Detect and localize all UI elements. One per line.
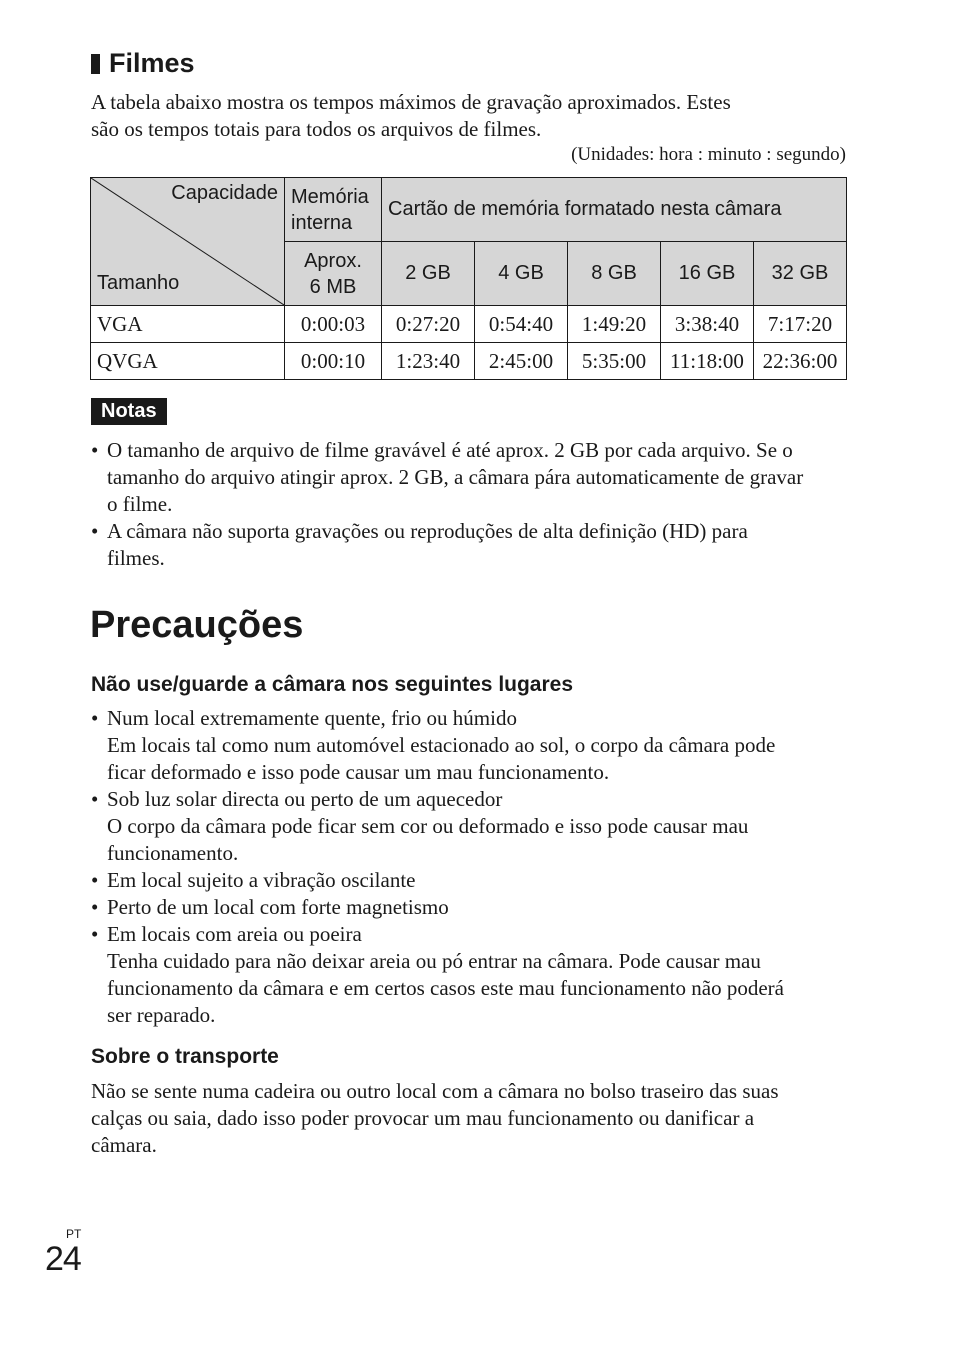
paragraph-line: câmara. [91, 1133, 157, 1157]
table-cell: 7:17:20 [754, 306, 847, 343]
list-line: • Perto de um local com forte magnetismo [107, 895, 449, 919]
paragraph-line: Não se sente numa cadeira ou outro local com a câmara no bolso traseiro das suas [91, 1079, 779, 1103]
list-line: • Em locais com areia ou poeira [107, 922, 362, 946]
card-size-header: 16 GB [661, 242, 754, 306]
section-marker-icon [91, 54, 100, 74]
list-line: • Num local extremamente quente, frio ou húmido [107, 706, 517, 730]
list-item [91, 786, 851, 867]
table-cell: 11:18:00 [661, 343, 754, 380]
table-cell: 0:00:03 [285, 306, 382, 343]
places-heading: Não use/guarde a câmara nos seguintes lugares [91, 673, 574, 696]
list-line: • Em local sujeito a vibração oscilante [107, 868, 416, 892]
table-cell: 3:38:40 [661, 306, 754, 343]
list-line: tamanho do arquivo atingir aprox. 2 GB, a câmara pára automaticamente de gravar [107, 465, 804, 489]
table-cell: 5:35:00 [568, 343, 661, 380]
memory-card-header: Cartão de memória formatado nesta câmara [382, 178, 847, 242]
section-heading-filmes [91, 48, 195, 79]
section-heading-text: Filmes [109, 48, 195, 78]
internal-size-header [285, 242, 382, 306]
list-line: funcionamento. [107, 841, 239, 865]
list-line: funcionamento da câmara e em certos casos este mau funcionamento não poderá [107, 976, 784, 1000]
table-cell: 2:45:00 [475, 343, 568, 380]
internal-memory-line: interna [291, 211, 353, 234]
list-line: • O tamanho de arquivo de filme gravável é até aprox. 2 GB por cada arquivo. Se o [107, 438, 793, 462]
row-label: VGA [91, 306, 285, 343]
table-cell: 0:54:40 [475, 306, 568, 343]
card-size-header: 2 GB [382, 242, 475, 306]
list-item [91, 518, 851, 572]
internal-memory-line: Memória [291, 185, 369, 208]
list-line: O corpo da câmara pode ficar sem cor ou deformado e isso pode causar mau [107, 814, 749, 838]
list-line: o filme. [107, 492, 173, 516]
page-number: 24 [45, 1240, 81, 1278]
internal-size-line: 6 MB [309, 275, 357, 298]
table-cell: 0:00:10 [285, 343, 382, 380]
row-label: QVGA [91, 343, 285, 380]
units-note: (Unidades: hora : minuto : segundo) [571, 144, 846, 165]
list-line: ser reparado. [107, 1003, 216, 1027]
table-row [91, 343, 847, 380]
intro-paragraph [91, 89, 851, 143]
list-line: • Sob luz solar directa ou perto de um aquecedor [107, 787, 503, 811]
list-item [91, 921, 851, 1029]
list-line: filmes. [107, 546, 165, 570]
table-row [91, 306, 847, 343]
paragraph-line: calças ou saia, dado isso poder provocar um mau funcionamento ou danificar a [91, 1106, 755, 1130]
list-line: • A câmara não suporta gravações ou reproduções de alta definição (HD) para [107, 519, 748, 543]
notes-label: Notas [91, 398, 167, 425]
notes-list [91, 437, 851, 572]
card-size-header: 4 GB [475, 242, 568, 306]
table-cell: 0:27:20 [382, 306, 475, 343]
list-item [91, 705, 851, 786]
internal-size-line: Aprox. [304, 249, 362, 272]
language-code: PT [66, 1227, 82, 1241]
transport-heading: Sobre o transporte [91, 1045, 279, 1068]
card-size-header: 8 GB [568, 242, 661, 306]
list-line: Em locais tal como num automóvel estacionado ao sol, o corpo da câmara pode [107, 733, 776, 757]
places-list [91, 705, 851, 1029]
list-item [91, 437, 851, 518]
corner-header-cell [91, 178, 285, 306]
corner-label-size: Tamanho [97, 272, 180, 294]
corner-header [91, 178, 284, 305]
transport-paragraph [91, 1078, 851, 1159]
intro-line: A tabela abaixo mostra os tempos máximos de gravação aproximados. Estes [91, 90, 731, 114]
list-line: Tenha cuidado para não deixar areia ou pó entrar na câmara. Pode causar mau [107, 949, 761, 973]
table-cell: 1:23:40 [382, 343, 475, 380]
list-item [91, 867, 851, 894]
corner-label-capacity: Capacidade [171, 182, 278, 204]
page-title: Precauções [90, 604, 304, 646]
table-cell: 1:49:20 [568, 306, 661, 343]
list-item [91, 894, 851, 921]
recording-time-table [90, 177, 847, 380]
internal-memory-header [285, 178, 382, 242]
list-line: ficar deformado e isso pode causar um mau funcionamento. [107, 760, 610, 784]
card-size-header: 32 GB [754, 242, 847, 306]
table-cell: 22:36:00 [754, 343, 847, 380]
intro-line: são os tempos totais para todos os arquivos de filmes. [91, 117, 542, 141]
